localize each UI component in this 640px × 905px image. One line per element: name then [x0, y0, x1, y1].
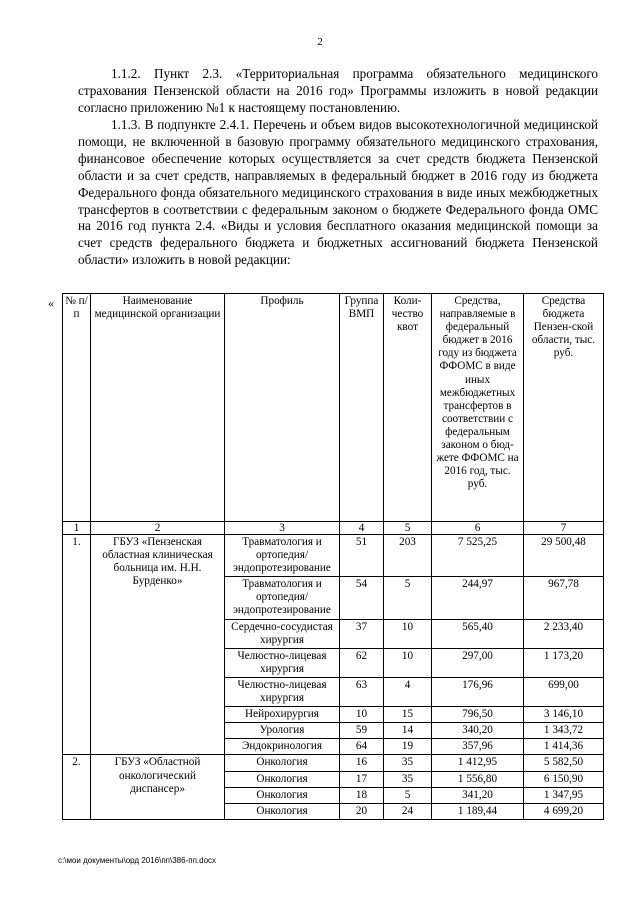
cell-vmp-group: 51: [340, 535, 384, 577]
cell-regional-funds: 1 343,72: [524, 723, 604, 739]
cell-quota-count: 4: [384, 677, 432, 706]
cell-federal-funds: 297,00: [432, 648, 524, 677]
cell-quota-count: 19: [384, 739, 432, 755]
cell-quota-count: 14: [384, 723, 432, 739]
header-row: [63, 294, 604, 522]
column-number: 6: [432, 522, 524, 535]
cell-profile: Урология: [225, 723, 340, 739]
cell-federal-funds: 1 556,80: [432, 771, 524, 787]
cell-profile: Челюстно-лицевая хирургия: [225, 648, 340, 677]
vmp-table: [62, 293, 604, 820]
cell-vmp-group: 63: [340, 677, 384, 706]
cell-regional-funds: 6 150,90: [524, 771, 604, 787]
column-number: 2: [91, 522, 225, 535]
cell-profile: Травматология и ортопедия/ эндопротезирование: [225, 535, 340, 577]
cell-vmp-group: 16: [340, 755, 384, 771]
cell-regional-funds: 1 347,95: [524, 787, 604, 803]
cell-quota-count: 35: [384, 755, 432, 771]
cell-regional-funds: 1 414,36: [524, 739, 604, 755]
cell-regional-funds: 1 173,20: [524, 648, 604, 677]
cell-federal-funds: 340,20: [432, 723, 524, 739]
cell-federal-funds: 176,96: [432, 677, 524, 706]
column-number: 1: [63, 522, 91, 535]
cell-profile: Онкология: [225, 755, 340, 771]
header-cell-group: Группа ВМП: [340, 294, 384, 522]
header-cell-organization: Наименование медицинской организации: [91, 294, 225, 522]
column-number: 3: [225, 522, 340, 535]
column-number: 4: [340, 522, 384, 535]
cell-quota-count: 10: [384, 619, 432, 648]
header-cell-num: № п/п: [63, 294, 91, 522]
cell-profile: Онкология: [225, 771, 340, 787]
cell-quota-count: 35: [384, 771, 432, 787]
cell-quota-count: 5: [384, 787, 432, 803]
cell-profile: Нейрохирургия: [225, 707, 340, 723]
table-row: [63, 755, 604, 771]
cell-federal-funds: 357,96: [432, 739, 524, 755]
cell-vmp-group: 59: [340, 723, 384, 739]
cell-organization-name: ГБУЗ «Областной онкологический диспансер»: [91, 755, 225, 819]
cell-regional-funds: 5 582,50: [524, 755, 604, 771]
cell-federal-funds: 7 525,25: [432, 535, 524, 577]
cell-regional-funds: 967,78: [524, 577, 604, 619]
cell-vmp-group: 54: [340, 577, 384, 619]
table-row: [63, 535, 604, 577]
cell-profile: Сердечно-сосудистая хирургия: [225, 619, 340, 648]
cell-quota-count: 15: [384, 707, 432, 723]
cell-profile: Онкология: [225, 787, 340, 803]
header-cell-quotas: Коли-чество квот: [384, 294, 432, 522]
cell-profile: Онкология: [225, 803, 340, 819]
cell-vmp-group: 17: [340, 771, 384, 787]
paragraph-1-1-2: 1.1.2. Пункт 2.3. «Территориальная программа обязательного медицинского страхования Пензенской области на 2016 год» Программы изложить в новой редакции согласно приложению №1 к настоящему постановлению.: [78, 66, 598, 115]
page-number: 2: [317, 36, 323, 48]
cell-profile: Челюстно-лицевая хирургия: [225, 677, 340, 706]
cell-quota-count: 10: [384, 648, 432, 677]
cell-vmp-group: 64: [340, 739, 384, 755]
cell-vmp-group: 18: [340, 787, 384, 803]
cell-regional-funds: 2 233,40: [524, 619, 604, 648]
column-number-row: [63, 522, 604, 535]
cell-quota-count: 5: [384, 577, 432, 619]
cell-quota-count: 203: [384, 535, 432, 577]
cell-vmp-group: 37: [340, 619, 384, 648]
cell-row-number: 1.: [63, 535, 91, 755]
cell-federal-funds: 1 189,44: [432, 803, 524, 819]
paragraph-1-1-3: 1.1.3. В подпункте 2.4.1. Перечень и объем видов высокотехнологичной медицинской помощи, не включенной в базовую программу обязательного медицинского страхования, финансовое обеспечение которых осуществляется за счет средств бюджета Пензенской области и за счет средств, направляемых в федеральный бюджет в 2016 году из бюджета Федерального фонда обязательного медицинского страхования в виде иных межбюджетных трансфертов в соответствии с федеральным законом о бюджете Федерального фонда ОМС на 2016 год пункта 2.4. «Виды и условия бесплатного оказания медицинской помощи за счет средств федерального бюджета и бюджетных ассигнований бюджета Пензенской области» изложить в новой редакции:: [78, 117, 598, 268]
column-number: 5: [384, 522, 432, 535]
cell-organization-name: ГБУЗ «Пензенская областная клиническая больница им. Н.Н. Бурденко»: [91, 535, 225, 755]
column-number: 7: [524, 522, 604, 535]
cell-regional-funds: 29 500,48: [524, 535, 604, 577]
cell-profile: Травматология и ортопедия/ эндопротезирование: [225, 577, 340, 619]
header-cell-federal: Средства, направляемые в федеральный бюджет в 2016 году из бюджета ФФОМС в виде иных межбюджетных трансфертов в соответствии с федеральным законом о бюд-жете ФФОМС на 2016 год, тыс. руб.: [432, 294, 524, 522]
header-cell-regional: Средства бюджета Пензен-ской области, тыс. руб.: [524, 294, 604, 522]
footer-file-path: c:\мои документы\орд 2016\пп\386-пп.docx: [58, 856, 217, 865]
cell-quota-count: 24: [384, 803, 432, 819]
cell-federal-funds: 244,97: [432, 577, 524, 619]
cell-regional-funds: 4 699,20: [524, 803, 604, 819]
opening-quote-mark: «: [48, 296, 54, 310]
cell-vmp-group: 20: [340, 803, 384, 819]
cell-regional-funds: 699,00: [524, 677, 604, 706]
cell-vmp-group: 62: [340, 648, 384, 677]
cell-federal-funds: 1 412,95: [432, 755, 524, 771]
cell-regional-funds: 3 146,10: [524, 707, 604, 723]
table-body: [63, 535, 604, 820]
cell-federal-funds: 565,40: [432, 619, 524, 648]
header-cell-profile: Профиль: [225, 294, 340, 522]
cell-federal-funds: 341,20: [432, 787, 524, 803]
cell-vmp-group: 10: [340, 707, 384, 723]
cell-profile: Эндокринология: [225, 739, 340, 755]
cell-federal-funds: 796,50: [432, 707, 524, 723]
cell-row-number: 2.: [63, 755, 91, 819]
